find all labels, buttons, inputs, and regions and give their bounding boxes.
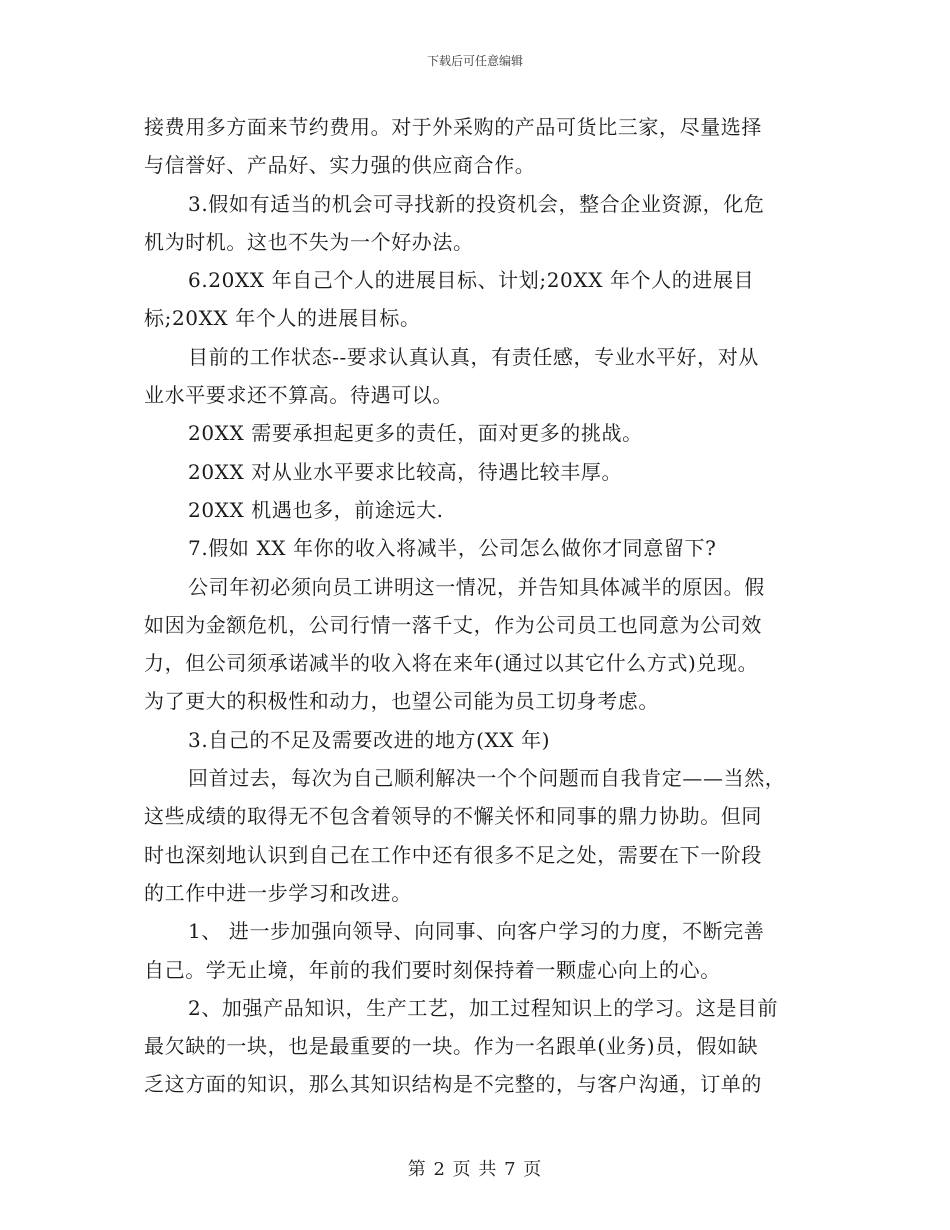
text-line: 如因为金额危机，公司行情一落千丈，作为公司员工也同意为公司效	[144, 612, 762, 637]
text-line: 力，但公司须承诺减半的收入将在来年(通过以其它什么方式)兑现。	[144, 651, 759, 676]
text-line: 7.假如 XX 年你的收入将减半，公司怎么做你才同意留下?	[188, 536, 717, 561]
text-line: 这些成绩的取得无不包含着领导的不懈关怀和同事的鼎力协助。但同	[144, 804, 762, 829]
page-footer	[0, 1155, 950, 1181]
text-line: 20XX 需要承担起更多的责任，面对更多的挑战。	[188, 421, 643, 446]
text-line: 与信誉好、产品好、实力强的供应商合作。	[144, 153, 536, 178]
text-line: 2、加强产品知识，生产工艺，加工过程知识上的学习。这是目前	[188, 995, 779, 1020]
page-number-text: 第 2 页 共 7 页	[407, 1159, 543, 1180]
text-line: 3.自己的不足及需要改进的地方(XX 年)	[188, 727, 551, 752]
text-line: 时也深刻地认识到自己在工作中还有很多不足之处，需要在下一阶段	[144, 842, 762, 867]
text-line: 3.假如有适当的机会可寻找新的投资机会，整合企业资源，化危	[188, 191, 765, 216]
text-line: 乏这方面的知识，那么其知识结构是不完整的，与客户沟通，订单的	[144, 1072, 762, 1097]
text-line: 机为时机。这也不失为一个好办法。	[144, 229, 474, 254]
document-body	[144, 108, 810, 1104]
text-line: 标;20XX 年个人的进展目标。	[144, 306, 421, 331]
text-line: 为了更大的积极性和动力，也望公司能为员工切身考虑。	[144, 689, 659, 714]
text-line: 20XX 对从业水平要求比较高，待遇比较丰厚。	[188, 459, 623, 484]
text-line: 接费用多方面来节约费用。对于外采购的产品可货比三家，尽量选择	[144, 115, 762, 139]
text-line: 20XX 机遇也多，前途远大.	[188, 497, 444, 522]
text-line: 公司年初必须向员工讲明这一情况，并告知具体减半的原因。假	[188, 574, 765, 599]
text-line: 6.20XX 年自己个人的进展目标、计划;20XX 年个人的进展目	[188, 268, 755, 293]
text-line: 的工作中进一步学习和改进。	[144, 880, 412, 905]
text-line: 回首过去，每次为自己顺利解决一个个问题而自我肯定——当然，	[188, 766, 786, 791]
text-line: 业水平要求还不算高。待遇可以。	[144, 383, 453, 408]
text-line: 最欠缺的一块，也是最重要的一块。作为一名跟单(业务)员，假如缺	[144, 1034, 759, 1059]
text-line: 目前的工作状态--要求认真认真，有责任感，专业水平好，对从	[188, 344, 759, 369]
page-header: 下载后可任意编辑	[426, 54, 523, 68]
text-line: 1、 进一步加强向领导、向同事、向客户学习的力度，不断完善	[188, 919, 765, 944]
text-line: 自己。学无止境，年前的我们要时刻保持着一颗虚心向上的心。	[144, 957, 721, 982]
